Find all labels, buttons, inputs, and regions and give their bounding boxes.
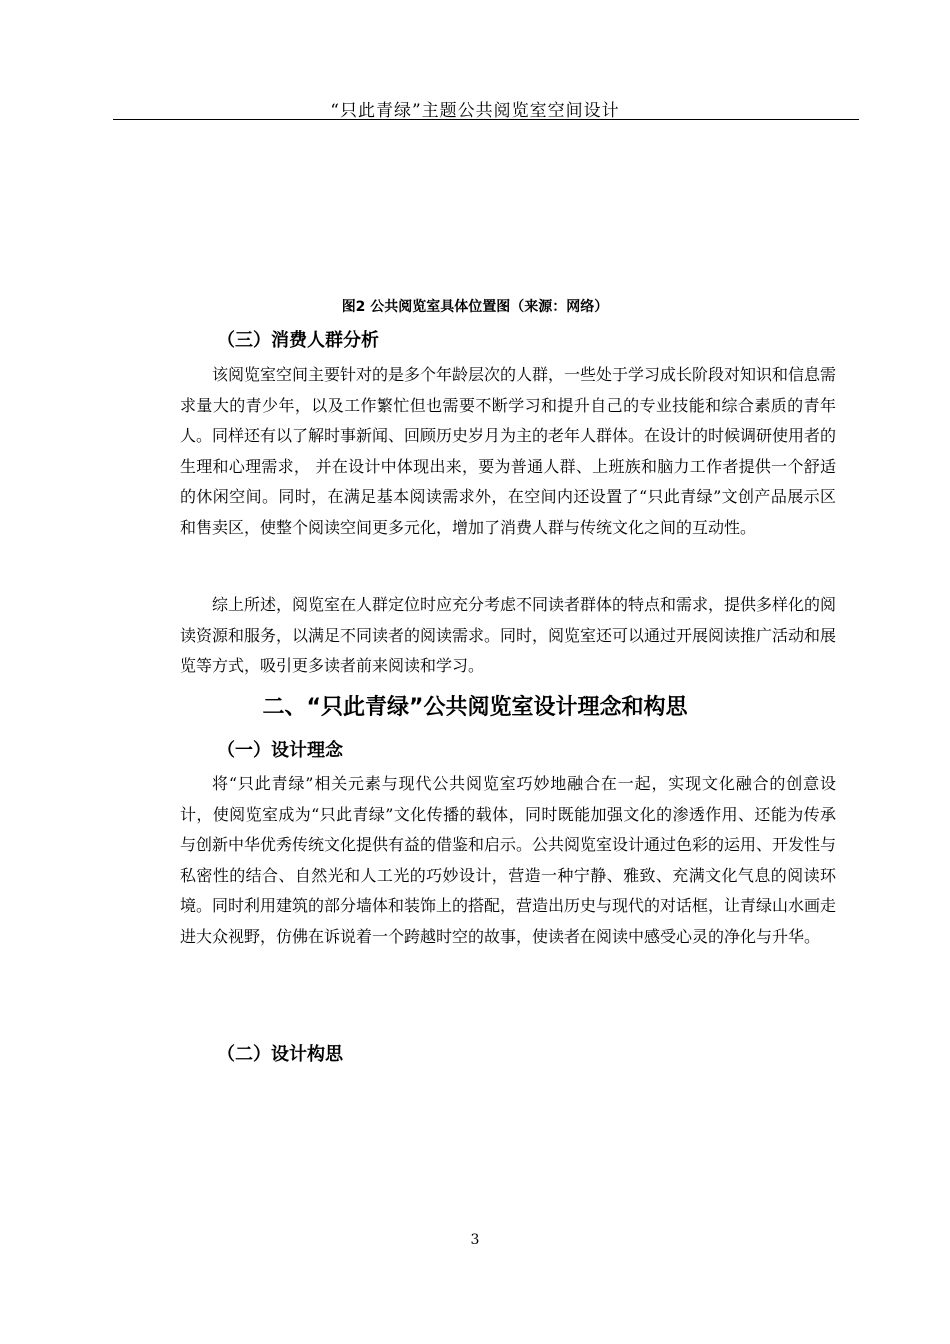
figure-caption: 图2 公共阅览室具体位置图（来源：网络）: [341, 299, 609, 315]
subsection-heading-design-idea: （二）设计构思: [217, 1044, 343, 1065]
paragraph-summary: 综上所述，阅览室在人群定位时应充分考虑不同读者群体的特点和需求，提供多样化的阅读资源和服务，以满足不同读者的阅读需求。同时，阅览室还可以通过开展阅读推广活动和展览等方式，吸引更多读者前来阅读和学习。: [180, 595, 837, 675]
page-number: 3: [470, 1232, 480, 1248]
chapter-heading-design-concept: 二、“只此青绿”公共阅览室设计理念和构思: [262, 695, 688, 720]
section-heading-consumer-analysis: （三）消费人群分析: [217, 330, 379, 351]
paragraph-design-philosophy: 将“只此青绿”相关元素与现代公共阅览室巧妙地融合在一起，实现文化融合的创意设计，使阅览室成为“只此青绿”文化传播的载体，同时既能加强文化的渗透作用、还能为传承与创新中华优秀传统文化提供有益的借鉴和启示。公共阅览室设计通过色彩的运用、开发性与私密性的结合、自然光和人工光的巧妙设计，营造一种宁静、雅致、充满文化气息的阅读环境。同时利用建筑的部分墙体和装饰上的搭配，营造出历史与现代的对话框，让青绿山水画走进大众视野，仿佛在诉说着一个跨越时空的故事，使读者在阅读中感受心灵的净化与升华。: [180, 774, 837, 946]
paragraph-consumer-groups: 该阅览室空间主要针对的是多个年龄层次的人群，一些处于学习成长阶段对知识和信息需求量大的青少年，以及工作繁忙但也需要不断学习和提升自己的专业技能和综合素质的青年人。同样还有以了解时事新闻、回顾历史岁月为主的老年人群体。在设计的时候调研使用者的生理和心理需求， 并在设计中体现出来，要为普通人群、上班族和脑力工作者提供一个舒适的休闲空间。同时，在满足基本阅读需求外，在空间内还设置了“只此青绿”文创产品展示区和售卖区，使整个阅读空间更多元化，增加了消费人群与传统文化之间的互动性。: [180, 365, 837, 537]
running-header-title: “只此青绿”主题公共阅览室空间设计: [330, 101, 620, 121]
header-rule: [113, 119, 859, 120]
figure-placeholder: [113, 130, 859, 290]
subsection-heading-design-philosophy: （一）设计理念: [217, 740, 343, 761]
